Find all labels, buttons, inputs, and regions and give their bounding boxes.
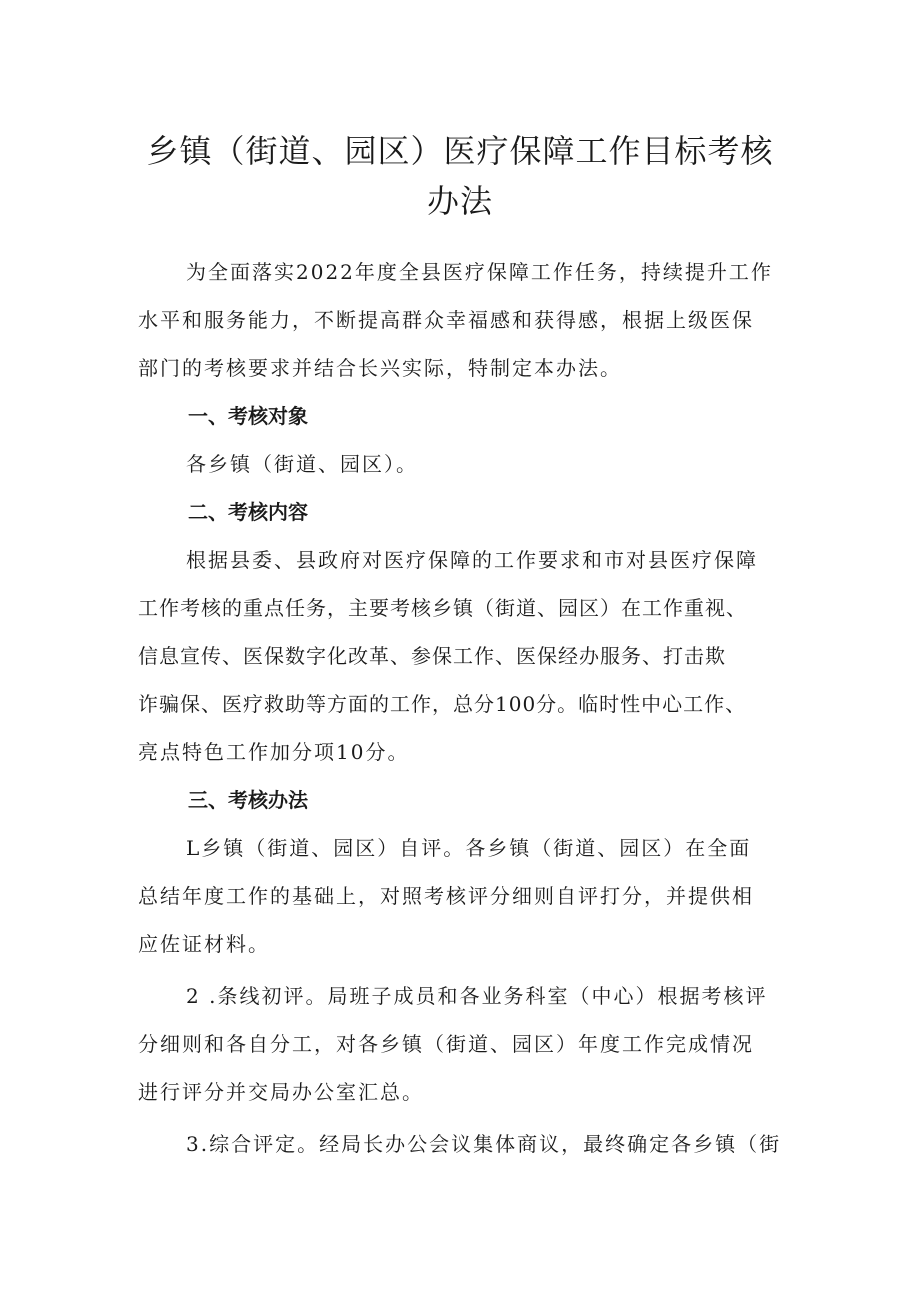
section3-item2-line-3: 进行评分并交局办公室汇总。 <box>138 1080 424 1104</box>
section3-item1-line-2: 总结年度工作的基础上，对照考核评分细则自评打分，并提供相 <box>138 884 754 908</box>
section-heading-3: 三、考核办法 <box>188 788 308 812</box>
section-heading-1: 一、考核对象 <box>188 404 308 428</box>
document-title-line-1: 乡镇（街道、园区）医疗保障工作目标考核 <box>146 132 774 170</box>
section1-line-1: 各乡镇（街道、园区）。 <box>186 452 418 476</box>
document-title-line-2: 办法 <box>426 182 493 220</box>
section2-line-1: 根据县委、县政府对医疗保障的工作要求和市对县医疗保障 <box>186 548 758 572</box>
section2-line-4: 诈骗保、医疗救助等方面的工作，总分100分。临时性中心工作、 <box>138 692 747 716</box>
intro-line-3: 部门的考核要求并结合长兴实际，特制定本办法。 <box>138 356 622 380</box>
section2-line-2: 工作考核的重点任务，主要考核乡镇（街道、园区）在工作重视、 <box>138 596 747 620</box>
section3-item1-line-3: 应佐证材料。 <box>138 932 270 956</box>
section-heading-2: 二、考核内容 <box>188 500 308 524</box>
section3-item3-line-1: 3.综合评定。经局长办公会议集体商议，最终确定各乡镇（街 <box>186 1132 782 1156</box>
section3-item2-line-1: 2 .条线初评。局班子成员和各业务科室（中心）根据考核评 <box>186 984 768 1008</box>
section2-line-3: 信息宣传、医保数字化改革、参保工作、医保经办服务、打击欺 <box>138 644 726 668</box>
section3-item2-line-2: 分细则和各自分工，对各乡镇（街道、园区）年度工作完成情况 <box>138 1032 754 1056</box>
intro-line-1: 为全面落实2022年度全县医疗保障工作任务，持续提升工作 <box>186 260 773 284</box>
section3-item1-line-1: L乡镇（街道、园区）自评。各乡镇（街道、园区）在全面 <box>186 836 752 860</box>
section2-line-5: 亮点特色工作加分项10分。 <box>138 740 410 764</box>
intro-line-2: 水平和服务能力，不断提高群众幸福感和获得感，根据上级医保 <box>138 308 754 332</box>
